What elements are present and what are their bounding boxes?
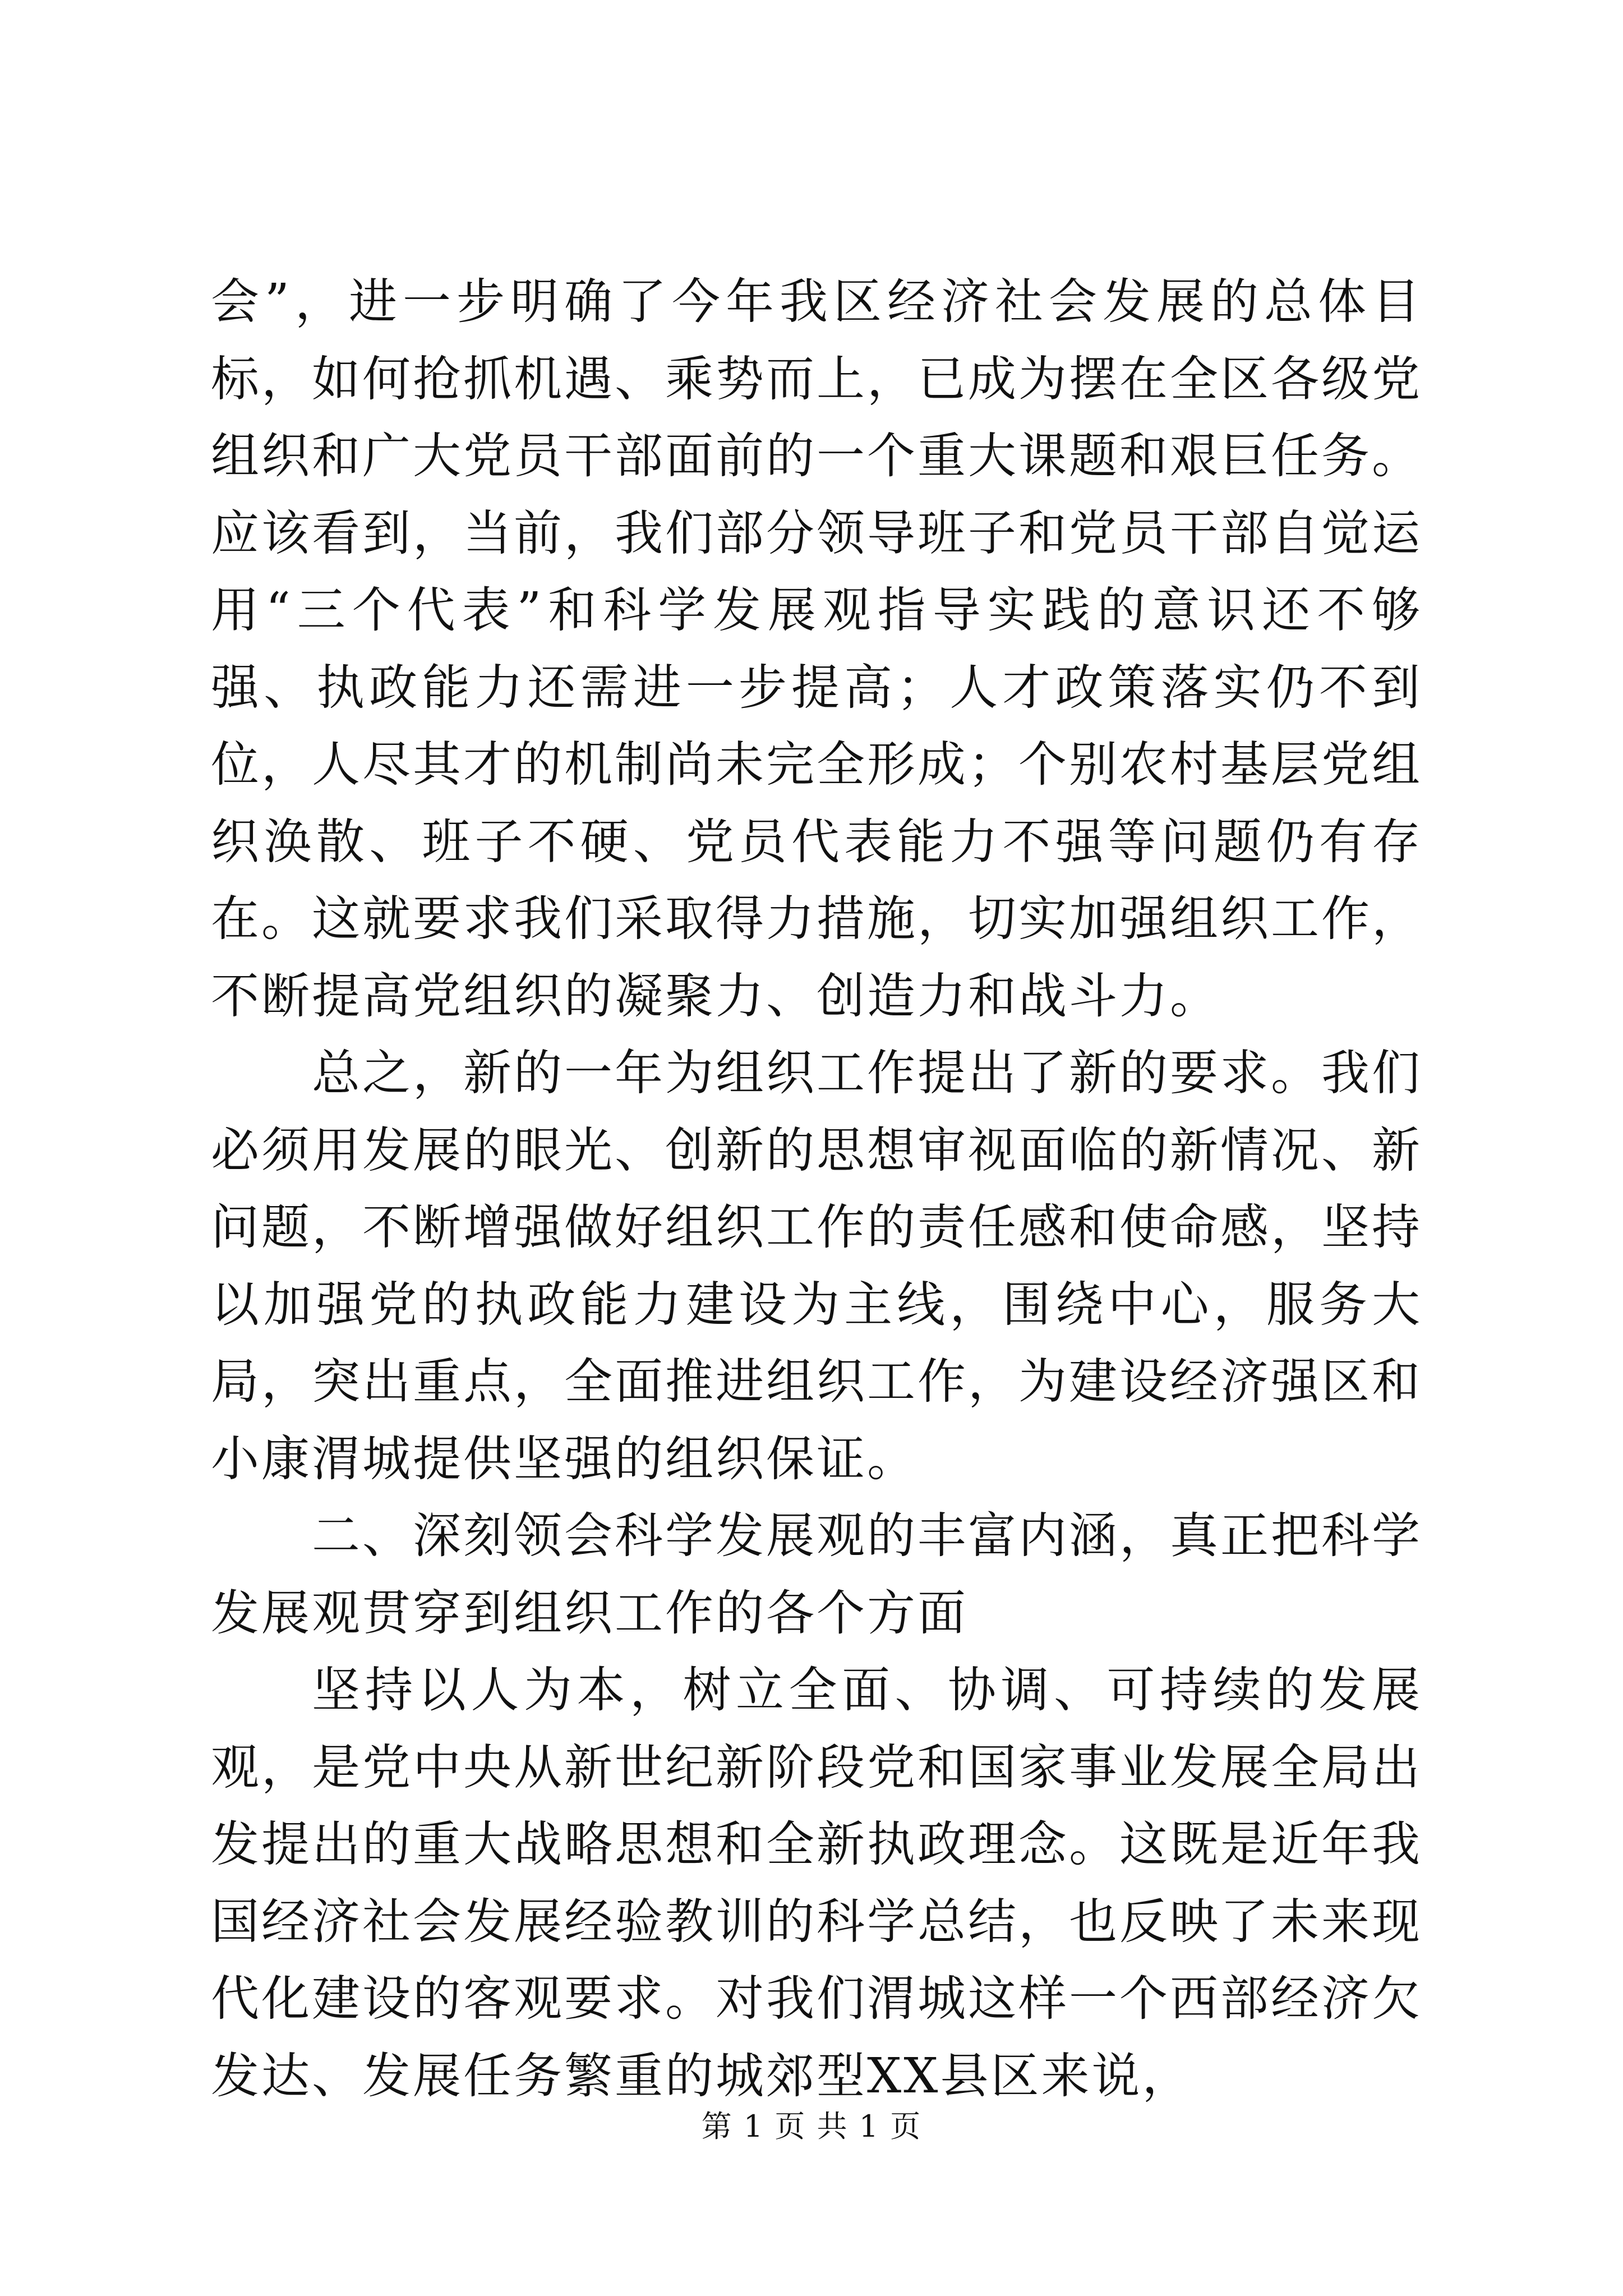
paragraph-1: 会”，进一步明确了今年我区经济社会发展的总体目标，如何抢抓机遇、乘势而上，已成为摆在全区各级党组织和广大党员干部面前的一个重大课题和艰巨任务。应该看到，当前，我们部分领导班子和党员干部自觉运用“三个代表”和科学发展观指导实践的意识还不够强、执政能力还需进一步提高；人才政策落实仍不到位，人尽其才的机制尚未完全形成；个别农村基层党组织涣散、班子不硬、党员代表能力不强等问题仍有存在。这就要求我们采取得力措施，切实加强组织工作，不断提高党组织的凝聚力、创造力和战斗力。 (211, 274, 1422, 1024)
section-heading-2: 二、深刻领会科学发展观的丰富内涵，真正把科学发展观贯穿到组织工作的各个方面 (211, 1508, 1422, 1641)
page-footer: 第 1 页 共 1 页 (701, 2109, 922, 2144)
paragraph-3: 坚持以人为本，树立全面、协调、可持续的发展观，是党中央从新世纪新阶段党和国家事业发展全局出发提出的重大战略思想和全新执政理念。这既是近年我国经济社会发展经验教训的科学总结，也反映了未来现代化建设的客观要求。对我们渭城这样一个西部经济欠发达、发展任务繁重的城郊型XX县区来说， (211, 1662, 1422, 2104)
document-body (211, 264, 1422, 2115)
paragraph-2: 总之，新的一年为组织工作提出了新的要求。我们必须用发展的眼光、创新的思想审视面临的新情况、新问题，不断增强做好组织工作的责任感和使命感，坚持以加强党的执政能力建设为主线，围绕中心，服务大局，突出重点，全面推进组织工作，为建设经济强区和小康渭城提供坚强的组织保证。 (211, 1045, 1422, 1487)
